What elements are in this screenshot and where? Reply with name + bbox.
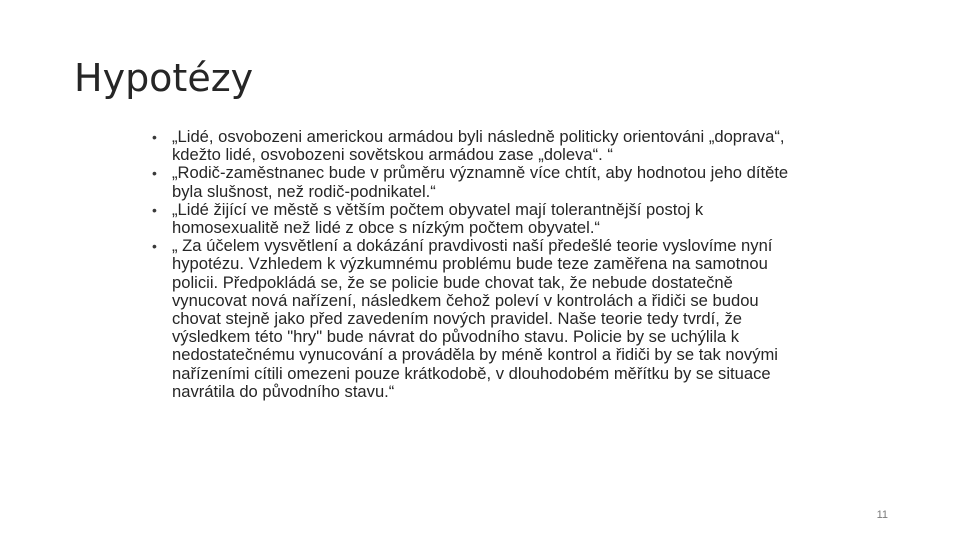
bullet-dot-icon: • (152, 129, 157, 145)
bullet-item (150, 201, 810, 237)
slide-title: Hypotézy (74, 56, 254, 100)
bullet-dot-icon: • (152, 165, 157, 182)
bullet-list (150, 128, 810, 401)
bullet-item (150, 164, 810, 200)
bullet-text: „Lidé, osvobozeni americkou armádou byli následně politicky orientováni „doprava“, kdežto lidé, osvobozeni sovětskou armádou zase „doleva“. “ (172, 127, 785, 165)
bullet-dot-icon: • (152, 201, 157, 218)
page-number: 11 (876, 509, 888, 521)
bullet-text: „Rodič-zaměstnanec bude v průměru významně více chtít, aby hodnotou jeho dítěte byla slušnost, než rodič-podnikatel.“ (172, 163, 789, 201)
bullet-item (150, 128, 810, 164)
bullet-text: „Lidé žijící ve městě s větším počtem obyvatel mají tolerantnější postoj k homosexualitě než lidé z obce s nízkým počtem obyvatel.“ (172, 199, 704, 238)
bullet-text: „ Za účelem vysvětlení a dokázání pravdivosti naší předešlé teorie vyslovíme nyní hypotézu. Vzhledem k výzkumnému problému bude teze zaměřena na samotnou policii. Předpokládá se, že se policie bude chovat tak, že nebude dostatečně vynucovat nová nařízení, následkem čehož poleví v kontrolách a řidiči se budou chovat stejně jako před zavedením nových pravidel. Naše teorie tedy tvrdí, že výsledkem této "hry" bude návrat do původního stavu. Policie by se uchýlila k nedostatečnému vynucování a prováděla by méně kontrol a řidiči by se tak novými nařízeními cítili omezeni pouze krátkodobě, v dlouhodobém měřítku by se situace navrátila do původního stavu.“ (172, 236, 778, 401)
bullet-dot-icon: • (152, 238, 157, 255)
bullet-item (150, 237, 810, 401)
